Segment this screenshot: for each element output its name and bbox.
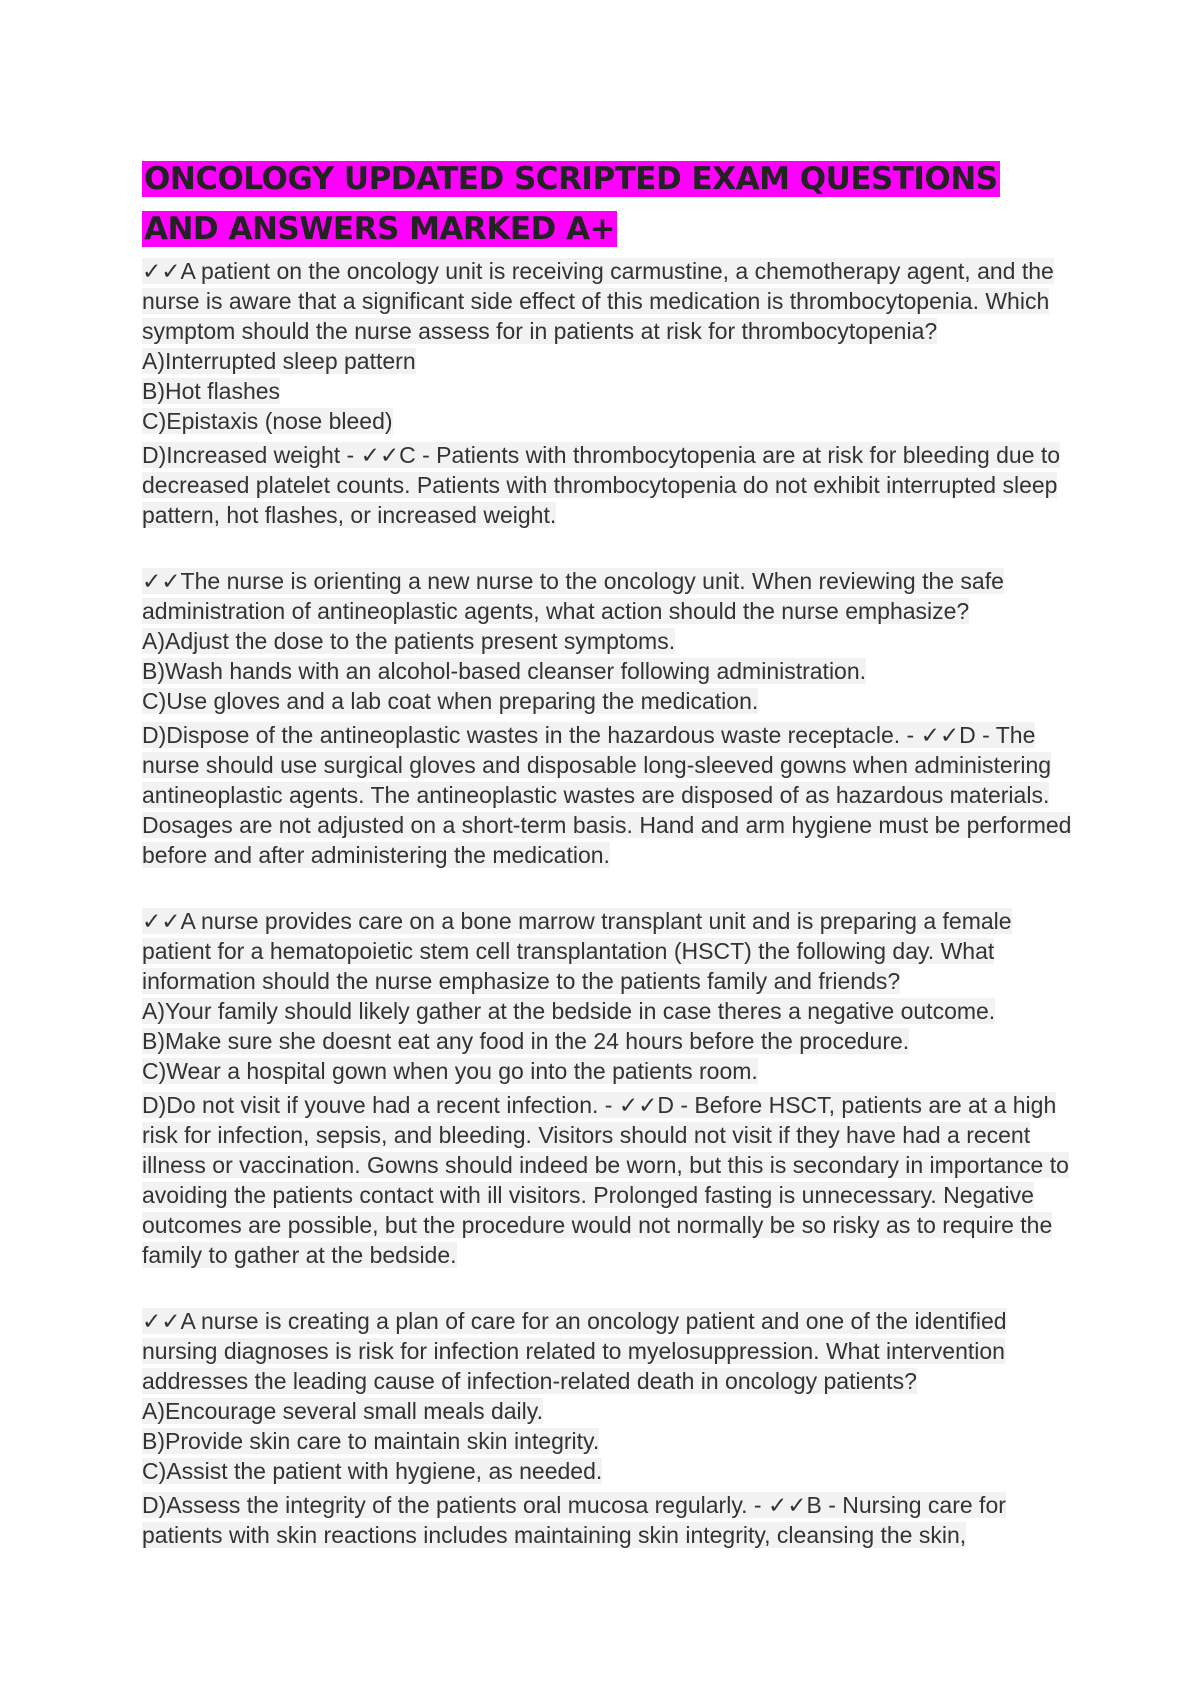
- option-c: C)Use gloves and a lab coat when preparing the medication.: [142, 688, 759, 714]
- question-text: ✓✓A patient on the oncology unit is receiving carmustine, a chemotherapy agent, and the nurse is aware that a significant side effect of this medication is thrombocytopenia. Which symptom should the nurse assess for in patients at risk for thrombocytopenia?: [142, 258, 1054, 344]
- spacer: [142, 870, 1072, 904]
- question-text: ✓✓A nurse provides care on a bone marrow transplant unit and is preparing a female patient for a hematopoietic stem cell transplantation (HSCT) the following day. What information should the nurse emphasize to the patients family and friends?: [142, 908, 1012, 994]
- question-text: ✓✓A nurse is creating a plan of care for an oncology patient and one of the identified nursing diagnoses is risk for infection related to myelosuppression. What intervention addresses the leading cause of infection-related death in oncology patients?: [142, 1308, 1007, 1394]
- document-title: ONCOLOGY UPDATED SCRIPTED EXAM QUESTIONS AND ANSWERS MARKED A+: [144, 161, 998, 247]
- spacer: [142, 1270, 1072, 1304]
- option-c: C)Assist the patient with hygiene, as needed.: [142, 1458, 603, 1484]
- spacer: [142, 530, 1072, 564]
- option-c: C)Epistaxis (nose bleed): [142, 408, 393, 434]
- question-text: ✓✓The nurse is orienting a new nurse to the oncology unit. When reviewing the safe administration of antineoplastic agents, what action should the nurse emphasize?: [142, 568, 1004, 624]
- question-block-1: [142, 256, 1072, 530]
- question-block-3: [142, 906, 1072, 1270]
- option-b: B)Wash hands with an alcohol-based cleanser following administration.: [142, 658, 867, 684]
- option-b: B)Make sure she doesnt eat any food in the 24 hours before the procedure.: [142, 1028, 910, 1054]
- document-page: [142, 154, 1072, 1550]
- option-a: A)Adjust the dose to the patients present symptoms.: [142, 628, 676, 654]
- option-a: A)Your family should likely gather at the bedside in case theres a negative outcome.: [142, 998, 996, 1024]
- option-a: A)Interrupted sleep pattern: [142, 348, 416, 374]
- option-b: B)Provide skin care to maintain skin integrity.: [142, 1428, 600, 1454]
- question-block-4: [142, 1306, 1072, 1550]
- option-a: A)Encourage several small meals daily.: [142, 1398, 543, 1424]
- option-b: B)Hot flashes: [142, 378, 281, 404]
- option-d-with-answer: D)Increased weight - ✓✓C - Patients with thrombocytopenia are at risk for bleeding due to decreased platelet counts. Patients with thrombocytopenia do not exhibit interrupted sleep pattern, hot flashes, or increased weight.: [142, 442, 1061, 528]
- option-d-with-answer: D)Assess the integrity of the patients oral mucosa regularly. - ✓✓B - Nursing care for patients with skin reactions includes maintaining skin integrity, cleansing the skin,: [142, 1492, 1006, 1548]
- option-d-with-answer: D)Dispose of the antineoplastic wastes in the hazardous waste receptacle. - ✓✓D - The nurse should use surgical gloves and disposable long-sleeved gowns when administering antineoplastic agents. The antineoplastic wastes are disposed of as hazardous materials. Dosages are not adjusted on a short-term basis. Hand and arm hygiene must be performed before and after administering the medication.: [142, 722, 1072, 868]
- option-c: C)Wear a hospital gown when you go into the patients room.: [142, 1058, 758, 1084]
- question-block-2: [142, 566, 1072, 870]
- option-d-with-answer: D)Do not visit if youve had a recent infection. - ✓✓D - Before HSCT, patients are at a high risk for infection, sepsis, and bleeding. Visitors should not visit if they have had a recent illness or vaccination. Gowns should indeed be worn, but this is secondary in importance to avoiding the patients contact with ill visitors. Prolonged fasting is unnecessary. Negative outcomes are possible, but the procedure would not normally be so risky as to require the family to gather at the bedside.: [142, 1092, 1069, 1268]
